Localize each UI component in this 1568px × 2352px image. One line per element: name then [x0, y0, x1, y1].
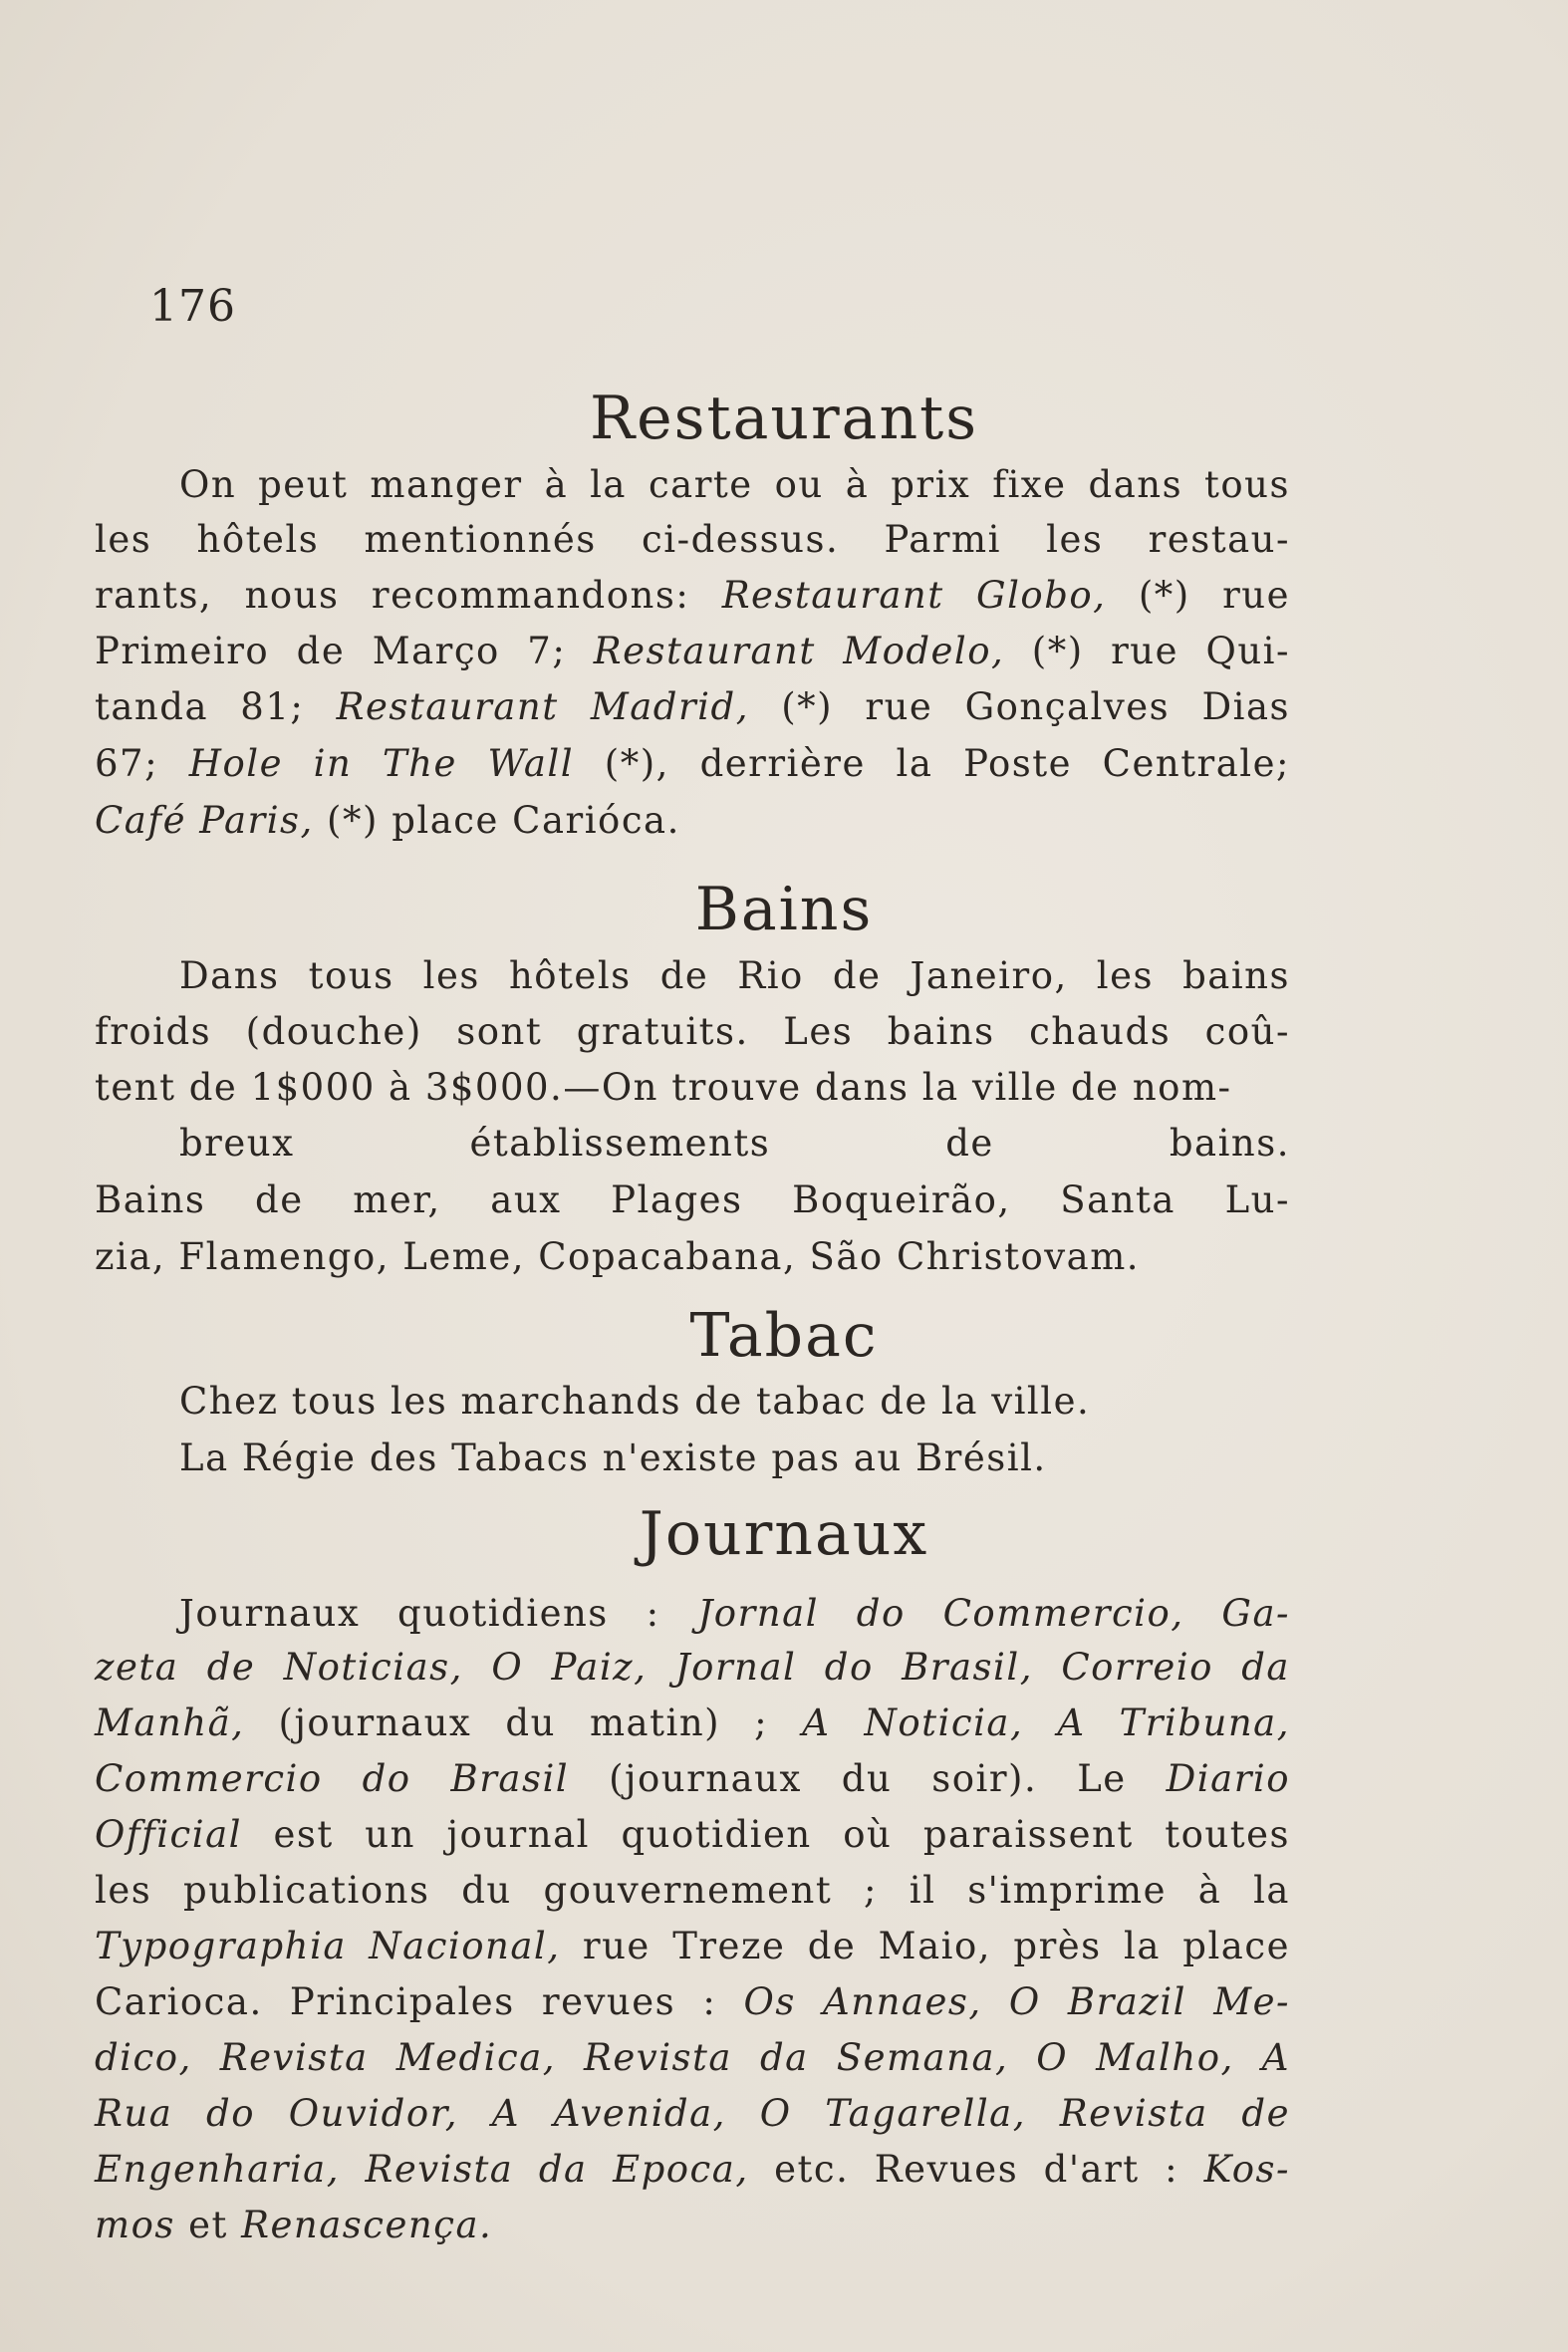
text-line: Journaux quotidiens : Jornal do Commercio, Ga- [179, 1592, 1290, 1635]
text-line: La Régie des Tabacs n'existe pas au Brésil. [179, 1437, 1047, 1479]
italic-title: Restaurant Modelo, [593, 630, 1005, 672]
text-line: Commercio do Brasil (journaux du soir). Le Diario [95, 1757, 1290, 1800]
section-title-bains: Bains [694, 875, 874, 944]
italic-title: Typographia Nacional, [95, 1925, 561, 1967]
text-line: breux établissements de bains. [179, 1122, 1290, 1165]
text-line: Primeiro de Março 7; Restaurant Modelo, (*) rue Qui- [95, 630, 1290, 672]
text-line [95, 1646, 1290, 1689]
text-line: Official est un journal quotidien où paraissent toutes [95, 1813, 1290, 1856]
italic-title: Diario [1166, 1757, 1290, 1800]
italic-title: Os Annaes, O Brazil Me- [743, 1980, 1290, 2023]
italic-title: Renascença. [241, 2204, 493, 2246]
italic-title: Manhã, [95, 1701, 245, 1744]
italic-title: Hole in The Wall [188, 742, 575, 785]
text-line: rants, nous recommandons: Restaurant Globo, (*) rue [95, 574, 1290, 617]
italic-title: Rua do Ouvidor, A Avenida, O Tagarella, Revista de [95, 2092, 1290, 2135]
text-line: Dans tous les hôtels de Rio de Janeiro, les bains [179, 954, 1290, 997]
section-title-tabac: Tabac [689, 1301, 879, 1371]
italic-title: Restaurant Globo, [721, 574, 1107, 617]
section-title-journaux: Journaux [639, 1499, 929, 1569]
text-line: Chez tous les marchands de tabac de la ville. [179, 1380, 1091, 1423]
italic-title: Jornal do Commercio, Ga- [697, 1592, 1290, 1635]
text-line: froids (douche) sont gratuits. Les bains chauds coû- [95, 1010, 1290, 1053]
italic-title: zeta de Noticias, O Paiz, Jornal do Brasil, Correio da [95, 1646, 1290, 1689]
text-line: zia, Flamengo, Leme, Copacabana, São Christovam. [95, 1235, 1141, 1278]
italic-title: dico, Revista Medica, Revista da Semana, O Malho, A [95, 2036, 1290, 2079]
italic-title: Commercio do Brasil [95, 1757, 570, 1800]
text-line: 67; Hole in The Wall (*), derrière la Poste Centrale; [95, 742, 1291, 785]
italic-title: Official [95, 1813, 243, 1856]
italic-title: Restaurant Madrid, [336, 685, 749, 728]
text-line: mos et Renascença. [95, 2204, 493, 2246]
text-line: Bains de mer, aux Plages Boqueirão, Santa Lu- [95, 1178, 1290, 1221]
text-line: Engenharia, Revista da Epoca, etc. Revues d'art : Kos- [95, 2148, 1290, 2191]
page-number: 176 [149, 281, 236, 332]
text-line: les publications du gouvernement ; il s'imprime à la [95, 1869, 1290, 1912]
text-line: On peut manger à la carte ou à prix fixe dans tous [179, 463, 1290, 506]
text-line [95, 2036, 1290, 2079]
section-title-restaurants: Restaurants [590, 384, 978, 453]
text-line: tanda 81; Restaurant Madrid, (*) rue Gonçalves Dias [95, 685, 1290, 728]
italic-title: Kos- [1203, 2148, 1290, 2191]
italic-title: Engenharia, Revista da Epoca, [95, 2148, 749, 2191]
italic-title: mos [95, 2204, 175, 2246]
text-line: Café Paris, (*) place Carióca. [95, 799, 680, 842]
text-line: Typographia Nacional, rue Treze de Maio, près la place [95, 1925, 1290, 1967]
italic-title: A Noticia, A Tribuna, [802, 1701, 1290, 1744]
text-line: les hôtels mentionnés ci-dessus. Parmi les restau- [95, 518, 1290, 561]
text-line: Carioca. Principales revues : Os Annaes, O Brazil Me- [95, 1980, 1290, 2023]
text-line: tent de 1$000 à 3$000.—On trouve dans la ville de nom- [95, 1066, 1232, 1109]
text-line [95, 2092, 1290, 2135]
text-line: Manhã, (journaux du matin) ; A Noticia, A Tribuna, [95, 1701, 1290, 1744]
italic-title: Café Paris, [95, 799, 314, 842]
